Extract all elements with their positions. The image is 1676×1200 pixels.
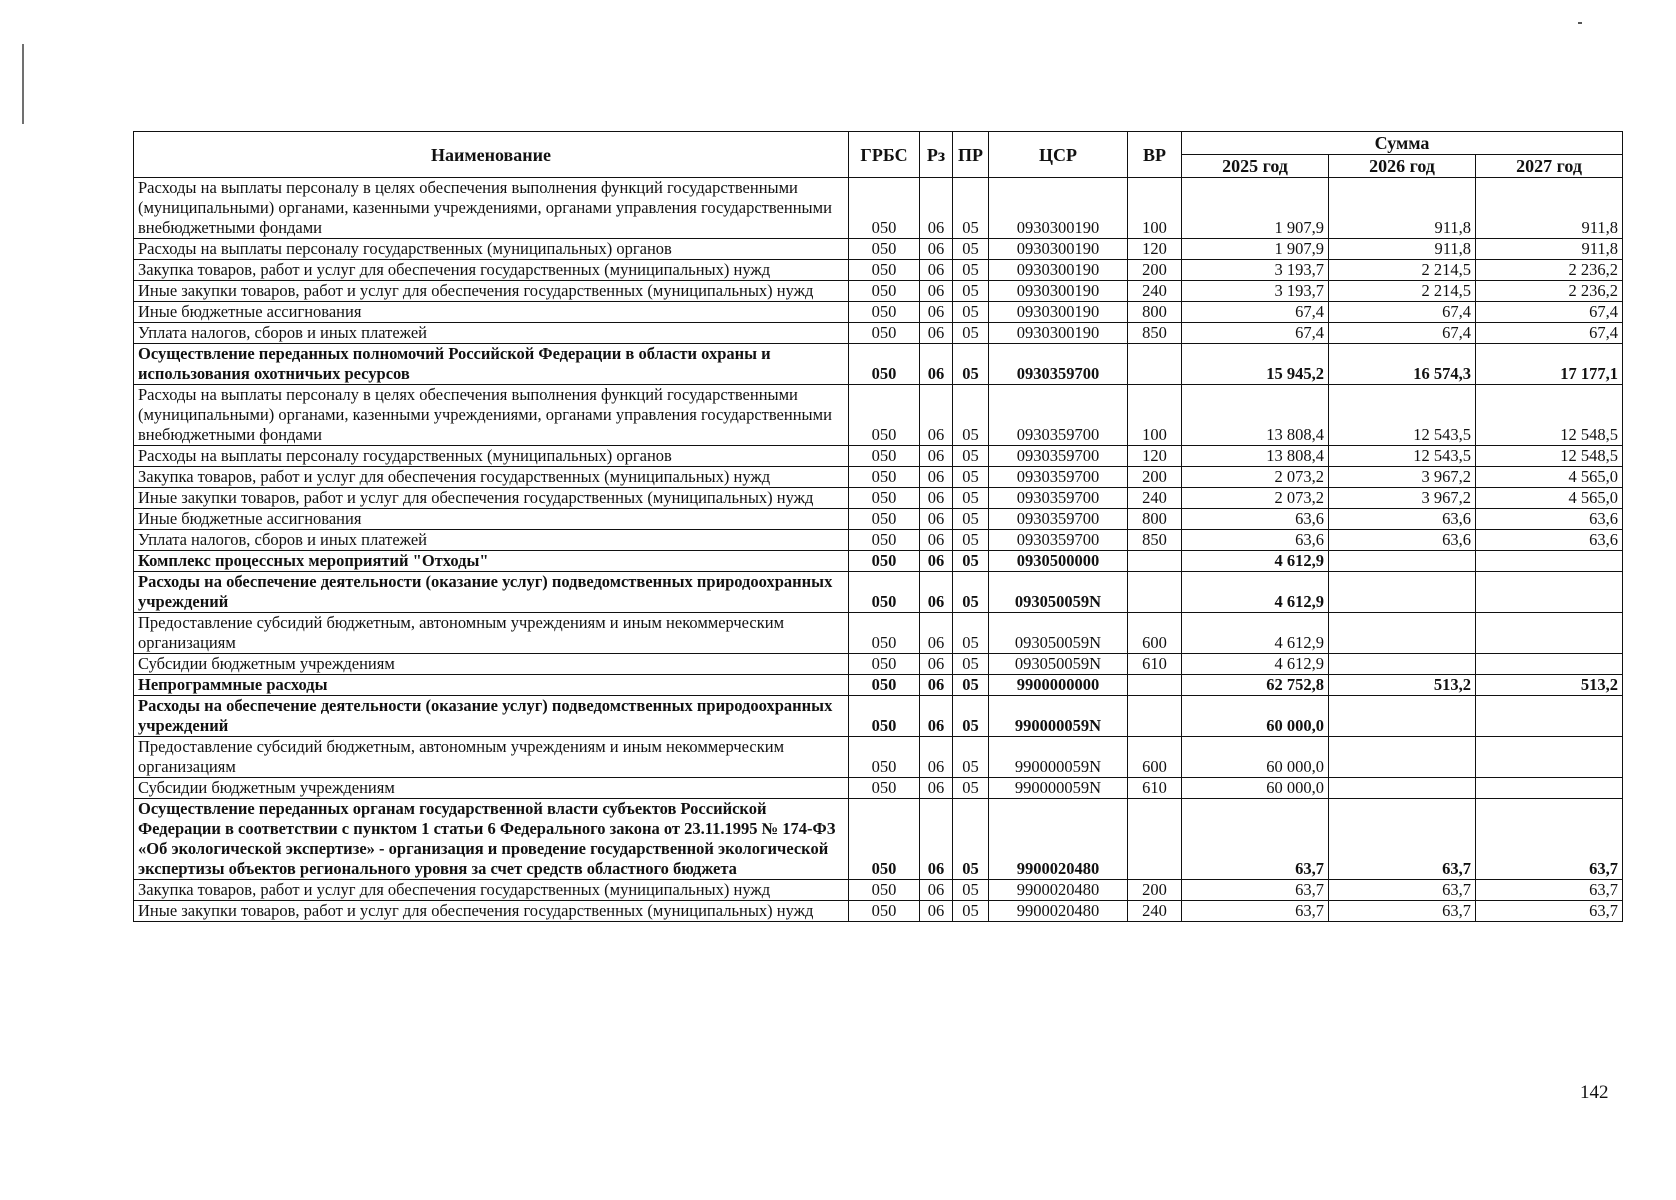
cell-2025: 1 907,9 — [1182, 178, 1329, 239]
cell-name: Иные бюджетные ассигнования — [134, 509, 849, 530]
cell-vr — [1128, 675, 1182, 696]
cell-rz: 06 — [920, 551, 953, 572]
cell-grbs: 050 — [849, 446, 920, 467]
cell-csr: 9900020480 — [989, 880, 1128, 901]
cell-pr: 05 — [953, 778, 989, 799]
cell-name: Закупка товаров, работ и услуг для обеспечения государственных (муниципальных) нужд — [134, 260, 849, 281]
cell-2025: 63,7 — [1182, 901, 1329, 922]
cell-vr: 850 — [1128, 323, 1182, 344]
table-row — [134, 778, 1623, 799]
cell-name: Субсидии бюджетным учреждениям — [134, 654, 849, 675]
cell-vr: 600 — [1128, 737, 1182, 778]
cell-2025: 3 193,7 — [1182, 260, 1329, 281]
cell-2026: 63,6 — [1329, 530, 1476, 551]
cell-csr: 093050059N — [989, 654, 1128, 675]
cell-rz: 06 — [920, 530, 953, 551]
cell-rz: 06 — [920, 799, 953, 880]
cell-csr: 0930300190 — [989, 239, 1128, 260]
cell-name: Закупка товаров, работ и услуг для обеспечения государственных (муниципальных) нужд — [134, 467, 849, 488]
cell-2027: 63,6 — [1476, 509, 1623, 530]
cell-csr: 9900000000 — [989, 675, 1128, 696]
cell-2025: 4 612,9 — [1182, 613, 1329, 654]
cell-pr: 05 — [953, 613, 989, 654]
cell-2027: 12 548,5 — [1476, 385, 1623, 446]
cell-grbs: 050 — [849, 178, 920, 239]
cell-csr: 0930359700 — [989, 385, 1128, 446]
cell-grbs: 050 — [849, 572, 920, 613]
header-2027: 2027 год — [1476, 155, 1623, 178]
cell-2026: 63,7 — [1329, 880, 1476, 901]
cell-name: Расходы на выплаты персоналу государственных (муниципальных) органов — [134, 239, 849, 260]
cell-2027 — [1476, 572, 1623, 613]
cell-pr: 05 — [953, 901, 989, 922]
cell-2025: 60 000,0 — [1182, 696, 1329, 737]
cell-name: Иные закупки товаров, работ и услуг для обеспечения государственных (муниципальных) нужд — [134, 901, 849, 922]
cell-grbs: 050 — [849, 551, 920, 572]
cell-2026: 63,6 — [1329, 509, 1476, 530]
cell-rz: 06 — [920, 323, 953, 344]
cell-rz: 06 — [920, 178, 953, 239]
cell-pr: 05 — [953, 446, 989, 467]
cell-rz: 06 — [920, 675, 953, 696]
cell-vr: 100 — [1128, 178, 1182, 239]
cell-pr: 05 — [953, 737, 989, 778]
cell-rz: 06 — [920, 572, 953, 613]
cell-csr: 093050059N — [989, 572, 1128, 613]
cell-2025: 4 612,9 — [1182, 551, 1329, 572]
cell-rz: 06 — [920, 737, 953, 778]
cell-csr: 0930300190 — [989, 178, 1128, 239]
cell-vr: 100 — [1128, 385, 1182, 446]
cell-2026: 2 214,5 — [1329, 260, 1476, 281]
table-row — [134, 260, 1623, 281]
cell-csr: 9900020480 — [989, 901, 1128, 922]
cell-2027: 4 565,0 — [1476, 488, 1623, 509]
scan-margin-mark — [22, 44, 24, 124]
header-sum: Сумма — [1182, 132, 1623, 155]
cell-csr: 0930359700 — [989, 446, 1128, 467]
cell-vr: 610 — [1128, 654, 1182, 675]
cell-2026 — [1329, 696, 1476, 737]
cell-rz: 06 — [920, 901, 953, 922]
cell-pr: 05 — [953, 178, 989, 239]
cell-rz: 06 — [920, 385, 953, 446]
cell-2025: 63,7 — [1182, 799, 1329, 880]
cell-pr: 05 — [953, 385, 989, 446]
cell-name: Непрограммные расходы — [134, 675, 849, 696]
cell-rz: 06 — [920, 509, 953, 530]
cell-2025: 13 808,4 — [1182, 446, 1329, 467]
cell-vr: 120 — [1128, 446, 1182, 467]
cell-vr — [1128, 344, 1182, 385]
cell-rz: 06 — [920, 778, 953, 799]
cell-2027 — [1476, 696, 1623, 737]
cell-pr: 05 — [953, 509, 989, 530]
cell-pr: 05 — [953, 302, 989, 323]
cell-pr: 05 — [953, 880, 989, 901]
header-name: Наименование — [134, 132, 849, 178]
table-row — [134, 551, 1623, 572]
cell-vr — [1128, 572, 1182, 613]
budget-table — [133, 131, 1623, 922]
cell-csr: 0930359700 — [989, 509, 1128, 530]
cell-grbs: 050 — [849, 880, 920, 901]
cell-2025: 60 000,0 — [1182, 737, 1329, 778]
cell-rz: 06 — [920, 281, 953, 302]
table-row — [134, 675, 1623, 696]
cell-name: Иные закупки товаров, работ и услуг для обеспечения государственных (муниципальных) нужд — [134, 281, 849, 302]
cell-csr: 0930359700 — [989, 344, 1128, 385]
cell-grbs: 050 — [849, 488, 920, 509]
cell-2027 — [1476, 613, 1623, 654]
cell-vr: 120 — [1128, 239, 1182, 260]
cell-vr: 200 — [1128, 880, 1182, 901]
cell-pr: 05 — [953, 696, 989, 737]
table-row — [134, 239, 1623, 260]
cell-2026 — [1329, 613, 1476, 654]
cell-2026 — [1329, 654, 1476, 675]
cell-2025: 62 752,8 — [1182, 675, 1329, 696]
cell-pr: 05 — [953, 675, 989, 696]
cell-2026: 67,4 — [1329, 323, 1476, 344]
cell-rz: 06 — [920, 613, 953, 654]
cell-pr: 05 — [953, 572, 989, 613]
table-row — [134, 344, 1623, 385]
cell-2027: 63,6 — [1476, 530, 1623, 551]
cell-grbs: 050 — [849, 323, 920, 344]
cell-2026 — [1329, 572, 1476, 613]
cell-2027: 63,7 — [1476, 799, 1623, 880]
cell-2027: 2 236,2 — [1476, 281, 1623, 302]
table-row — [134, 799, 1623, 880]
cell-vr: 600 — [1128, 613, 1182, 654]
cell-2026: 12 543,5 — [1329, 446, 1476, 467]
cell-2027 — [1476, 778, 1623, 799]
cell-grbs: 050 — [849, 778, 920, 799]
cell-2025: 63,6 — [1182, 509, 1329, 530]
cell-grbs: 050 — [849, 344, 920, 385]
cell-vr: 240 — [1128, 488, 1182, 509]
cell-2025: 2 073,2 — [1182, 467, 1329, 488]
table-body — [134, 178, 1623, 922]
cell-2027: 17 177,1 — [1476, 344, 1623, 385]
table-row — [134, 323, 1623, 344]
cell-2026: 911,8 — [1329, 178, 1476, 239]
cell-grbs: 050 — [849, 654, 920, 675]
cell-name: Расходы на обеспечение деятельности (оказание услуг) подведомственных природоохранных учреждений — [134, 572, 849, 613]
cell-2027: 911,8 — [1476, 178, 1623, 239]
cell-2027 — [1476, 551, 1623, 572]
cell-vr: 800 — [1128, 509, 1182, 530]
cell-grbs: 050 — [849, 613, 920, 654]
cell-2027: 911,8 — [1476, 239, 1623, 260]
cell-csr: 0930300190 — [989, 302, 1128, 323]
table-row — [134, 178, 1623, 239]
cell-name: Иные бюджетные ассигнования — [134, 302, 849, 323]
cell-csr: 990000059N — [989, 737, 1128, 778]
table-row — [134, 281, 1623, 302]
cell-csr: 0930300190 — [989, 260, 1128, 281]
cell-grbs: 050 — [849, 530, 920, 551]
cell-2025: 67,4 — [1182, 302, 1329, 323]
cell-2026: 3 967,2 — [1329, 488, 1476, 509]
cell-2027: 12 548,5 — [1476, 446, 1623, 467]
cell-vr: 240 — [1128, 281, 1182, 302]
table-row — [134, 488, 1623, 509]
cell-csr: 0930500000 — [989, 551, 1128, 572]
table-row — [134, 880, 1623, 901]
cell-vr: 200 — [1128, 260, 1182, 281]
cell-name: Комплекс процессных мероприятий "Отходы" — [134, 551, 849, 572]
cell-vr: 240 — [1128, 901, 1182, 922]
cell-2025: 4 612,9 — [1182, 654, 1329, 675]
table-row — [134, 467, 1623, 488]
cell-csr: 0930359700 — [989, 467, 1128, 488]
cell-vr: 200 — [1128, 467, 1182, 488]
cell-rz: 06 — [920, 239, 953, 260]
table-row — [134, 446, 1623, 467]
cell-2027: 67,4 — [1476, 323, 1623, 344]
cell-pr: 05 — [953, 488, 989, 509]
cell-grbs: 050 — [849, 675, 920, 696]
cell-csr: 9900020480 — [989, 799, 1128, 880]
cell-2025: 3 193,7 — [1182, 281, 1329, 302]
cell-rz: 06 — [920, 260, 953, 281]
cell-2026: 63,7 — [1329, 901, 1476, 922]
table-row — [134, 385, 1623, 446]
cell-2026 — [1329, 737, 1476, 778]
header-2025: 2025 год — [1182, 155, 1329, 178]
cell-2025: 13 808,4 — [1182, 385, 1329, 446]
cell-grbs: 050 — [849, 509, 920, 530]
cell-name: Расходы на выплаты персоналу в целях обеспечения выполнения функций государственными (муниципальными) органами, казенными учреждениями, органами управления государственными внебюджетными фондами — [134, 178, 849, 239]
cell-rz: 06 — [920, 880, 953, 901]
cell-2026: 63,7 — [1329, 799, 1476, 880]
cell-name: Закупка товаров, работ и услуг для обеспечения государственных (муниципальных) нужд — [134, 880, 849, 901]
cell-csr: 0930300190 — [989, 281, 1128, 302]
cell-csr: 990000059N — [989, 696, 1128, 737]
cell-2027: 2 236,2 — [1476, 260, 1623, 281]
cell-grbs: 050 — [849, 696, 920, 737]
cell-2025: 60 000,0 — [1182, 778, 1329, 799]
cell-2026: 513,2 — [1329, 675, 1476, 696]
cell-name: Субсидии бюджетным учреждениям — [134, 778, 849, 799]
cell-rz: 06 — [920, 488, 953, 509]
cell-pr: 05 — [953, 344, 989, 385]
cell-2026: 12 543,5 — [1329, 385, 1476, 446]
cell-csr: 0930359700 — [989, 488, 1128, 509]
table-row — [134, 737, 1623, 778]
cell-rz: 06 — [920, 302, 953, 323]
cell-2025: 67,4 — [1182, 323, 1329, 344]
cell-grbs: 050 — [849, 239, 920, 260]
cell-pr: 05 — [953, 467, 989, 488]
table-row — [134, 509, 1623, 530]
cell-2027 — [1476, 654, 1623, 675]
page-number: 142 — [1580, 1082, 1609, 1103]
cell-2027: 63,7 — [1476, 901, 1623, 922]
cell-2027: 513,2 — [1476, 675, 1623, 696]
table-row — [134, 654, 1623, 675]
cell-grbs: 050 — [849, 799, 920, 880]
cell-name: Уплата налогов, сборов и иных платежей — [134, 530, 849, 551]
cell-pr: 05 — [953, 551, 989, 572]
cell-2025: 2 073,2 — [1182, 488, 1329, 509]
cell-2025: 63,6 — [1182, 530, 1329, 551]
cell-2025: 63,7 — [1182, 880, 1329, 901]
cell-name: Расходы на выплаты персоналу государственных (муниципальных) органов — [134, 446, 849, 467]
table-row — [134, 696, 1623, 737]
cell-2027: 63,7 — [1476, 880, 1623, 901]
table-row — [134, 901, 1623, 922]
cell-pr: 05 — [953, 239, 989, 260]
cell-grbs: 050 — [849, 302, 920, 323]
cell-2026: 911,8 — [1329, 239, 1476, 260]
cell-2026: 2 214,5 — [1329, 281, 1476, 302]
cell-grbs: 050 — [849, 260, 920, 281]
cell-pr: 05 — [953, 654, 989, 675]
cell-name: Расходы на обеспечение деятельности (оказание услуг) подведомственных природоохранных учреждений — [134, 696, 849, 737]
cell-csr: 990000059N — [989, 778, 1128, 799]
cell-2027: 67,4 — [1476, 302, 1623, 323]
cell-2025: 15 945,2 — [1182, 344, 1329, 385]
cell-rz: 06 — [920, 696, 953, 737]
cell-name: Предоставление субсидий бюджетным, автономным учреждениям и иным некоммерческим организациям — [134, 613, 849, 654]
cell-pr: 05 — [953, 260, 989, 281]
cell-2026: 16 574,3 — [1329, 344, 1476, 385]
header-grbs: ГРБС — [849, 132, 920, 178]
header-2026: 2026 год — [1329, 155, 1476, 178]
header-vr: ВР — [1128, 132, 1182, 178]
cell-csr: 093050059N — [989, 613, 1128, 654]
cell-2027 — [1476, 737, 1623, 778]
cell-grbs: 050 — [849, 281, 920, 302]
cell-name: Уплата налогов, сборов и иных платежей — [134, 323, 849, 344]
cell-vr: 800 — [1128, 302, 1182, 323]
cell-rz: 06 — [920, 654, 953, 675]
cell-name: Предоставление субсидий бюджетным, автономным учреждениям и иным некоммерческим организациям — [134, 737, 849, 778]
cell-grbs: 050 — [849, 385, 920, 446]
cell-grbs: 050 — [849, 467, 920, 488]
cell-name: Осуществление переданных органам государственной власти субъектов Российской Федерации в соответствии с пунктом 1 статьи 6 Федерального закона от 23.11.1995 № 174-ФЗ «Об экологической экспертизе» - организация и проведение государственной экологической экспертизы объектов регионального уровня за счет средств областного бюджета — [134, 799, 849, 880]
cell-2027: 4 565,0 — [1476, 467, 1623, 488]
cell-vr: 610 — [1128, 778, 1182, 799]
cell-vr: 850 — [1128, 530, 1182, 551]
cell-csr: 0930300190 — [989, 323, 1128, 344]
cell-vr — [1128, 696, 1182, 737]
cell-2026: 3 967,2 — [1329, 467, 1476, 488]
table-row — [134, 572, 1623, 613]
cell-2026: 67,4 — [1329, 302, 1476, 323]
cell-vr — [1128, 551, 1182, 572]
cell-name: Осуществление переданных полномочий Российской Федерации в области охраны и использования охотничьих ресурсов — [134, 344, 849, 385]
cell-csr: 0930359700 — [989, 530, 1128, 551]
cell-rz: 06 — [920, 467, 953, 488]
cell-pr: 05 — [953, 281, 989, 302]
table-row — [134, 613, 1623, 654]
table-row — [134, 530, 1623, 551]
cell-rz: 06 — [920, 344, 953, 385]
cell-grbs: 050 — [849, 901, 920, 922]
cell-2026 — [1329, 778, 1476, 799]
header-csr: ЦСР — [989, 132, 1128, 178]
cell-grbs: 050 — [849, 737, 920, 778]
cell-2025: 1 907,9 — [1182, 239, 1329, 260]
scan-speck — [1578, 22, 1582, 24]
cell-2026 — [1329, 551, 1476, 572]
cell-rz: 06 — [920, 446, 953, 467]
cell-name: Расходы на выплаты персоналу в целях обеспечения выполнения функций государственными (муниципальными) органами, казенными учреждениями, органами управления государственными внебюджетными фондами — [134, 385, 849, 446]
cell-pr: 05 — [953, 799, 989, 880]
cell-2025: 4 612,9 — [1182, 572, 1329, 613]
cell-vr — [1128, 799, 1182, 880]
table-row — [134, 302, 1623, 323]
table-header — [134, 132, 1623, 178]
header-pr: ПР — [953, 132, 989, 178]
cell-pr: 05 — [953, 530, 989, 551]
cell-name: Иные закупки товаров, работ и услуг для обеспечения государственных (муниципальных) нужд — [134, 488, 849, 509]
header-rz: Рз — [920, 132, 953, 178]
cell-pr: 05 — [953, 323, 989, 344]
